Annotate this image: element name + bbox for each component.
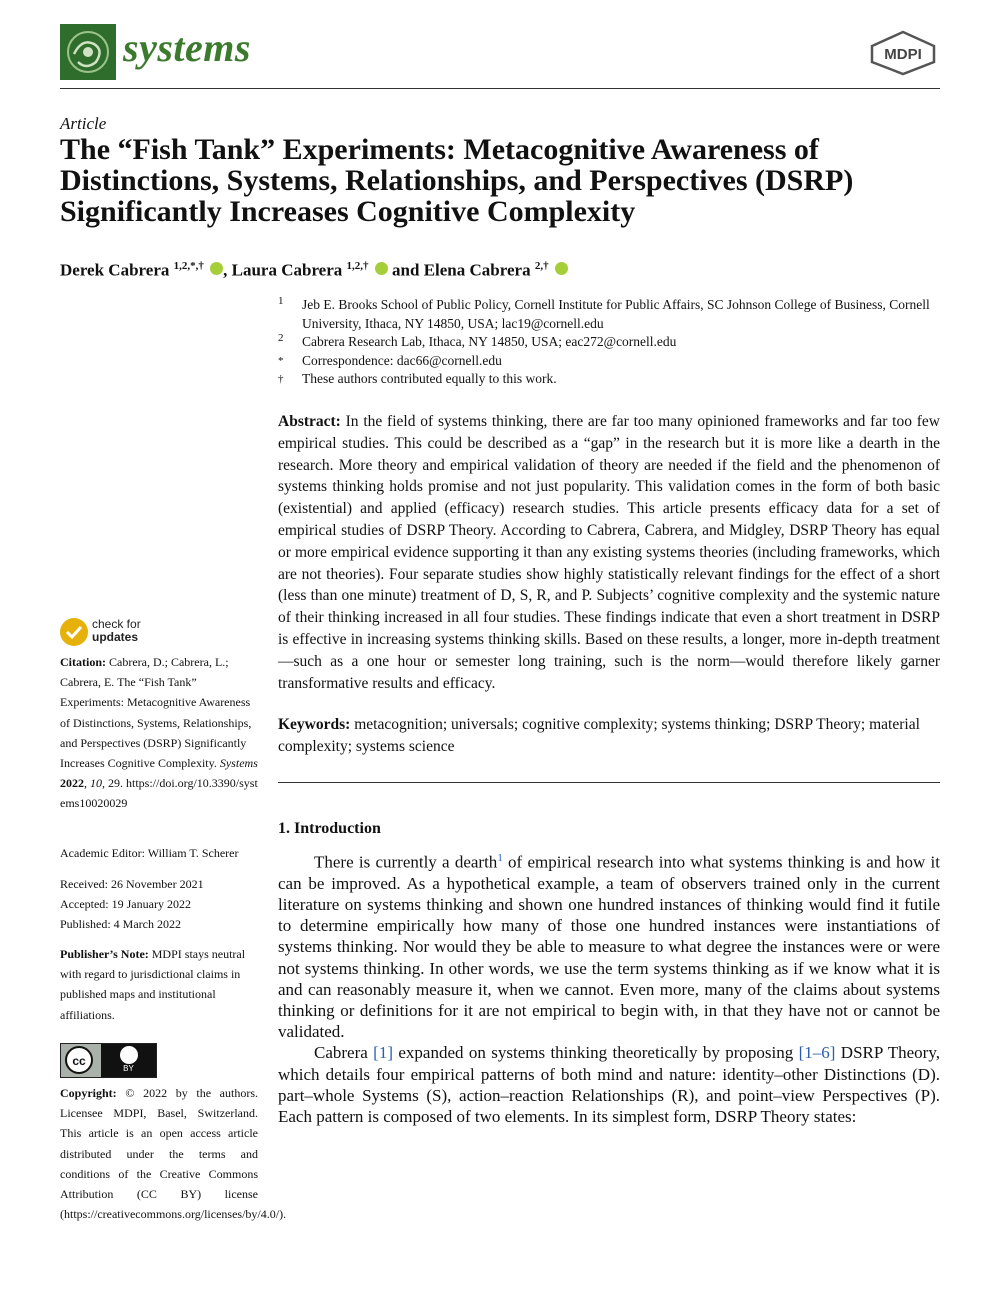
introduction-body [278, 848, 940, 1127]
section-heading: 1. Introduction [278, 820, 381, 837]
copyright-text: © 2022 by the authors. Licensee MDPI, Basel, Switzerland. This article is an open access article distributed under the terms and conditions of the Creative Commons Attribution (CC BY) license (https://creativecommons.org/licenses/by/4.0/). [60, 1086, 287, 1222]
citation-volume: 10 [90, 776, 102, 791]
publisher-note [60, 944, 258, 1025]
person-icon [120, 1046, 138, 1064]
author-affil-marks: 2,† [534, 260, 549, 272]
journal-logo [60, 24, 116, 80]
affiliation-text: These authors contributed equally to this work. [302, 371, 557, 386]
header-divider [60, 88, 940, 89]
accepted-date: Accepted: 19 January 2022 [60, 897, 191, 912]
affiliation-marker: * [278, 354, 284, 367]
affiliation-item [278, 370, 948, 389]
journal-logo-icon [60, 24, 116, 80]
received-date: Received: 26 November 2021 [60, 877, 204, 891]
affiliation-text: Cabrera Research Lab, Ithaca, NY 14850, USA; eac272@cornell.edu [302, 334, 677, 349]
paragraph-text: of empirical research into what systems thinking is and how it can be improved. As a hypothetical example, a team of observers trained only in the current literature on systems thinking and shown one hundred instances of thinking would find it futile to determine empirically how many of those one hundred instances were instantiations of systems thinking. Nor would they be able to measure to what degree the instances were or were not systems thinking. In other words, we use the term systems thinking as if we know what it is and can reasonably measure it, when we cannot. Even more, many of the claims about systems thinking or definitions for it are not empirical to begin with, in that they have not or cannot be validated. [278, 852, 941, 1042]
author-name: Laura Cabrera [231, 260, 343, 280]
article-type: Article [60, 114, 107, 133]
orcid-icon[interactable] [555, 262, 568, 275]
by-label: BY [123, 1064, 134, 1073]
citation-journal: Systems [219, 756, 258, 771]
author-affil-marks: 1,2,*,† [173, 260, 204, 272]
abstract-text: In the field of systems thinking, there are far too many opinioned frameworks and far too few empirical studies. This could be described as a “gap” in the research but it is more like a dearth in the research. More theory and empirical validation of theory are needed if the field and the phenomenon of systems thinking holds promise and not just popularity. This validation comes in the form of both basic (existential) and applied (efficacy) research studies. This article presents efficacy data for a set of empirical studies of DSRP Theory. According to Cabrera, Cabrera, and Midgley, DSRP Theory has equal or more empirical evidence supporting it than any existing systems theories (including frameworks, which are not theories). Four separate studies show highly statistically relevant findings for the effect of a short (less than one minute) treatment of D, S, R, and P. Subjects’ cognitive complexity and the systemic nature of their thinking increased in all four studies. These findings indicate that even a short treatment in DSRP is effective in increasing systems thinking skills. Based on these results, a longer, more in-depth treatment—such as a one hour or semester long training, such is the norm—would therefore likely garner transformative results and efficacy. [278, 413, 940, 692]
author-list [60, 260, 568, 281]
cc-icon: cc [65, 1046, 93, 1074]
author-name: Elena Cabrera [423, 260, 531, 280]
academic-editor: Academic Editor: William T. Scherer [60, 846, 239, 860]
citation-label: Citation: [60, 655, 106, 669]
publisher-logo [868, 30, 938, 76]
paragraph-text: There is currently a dearth [314, 852, 498, 872]
keywords-label: Keywords: [278, 716, 351, 733]
paragraph-text: Cabrera [314, 1043, 374, 1063]
affiliations [278, 296, 948, 389]
citation-year: 2022 [60, 776, 84, 791]
paragraph-text: DSRP Theory, which details four empirical patterns of both mind and nature: identity–other Distinctions (D). part–whole Systems (S), action–reaction Relationships (R), and point–view Perspectives (P). Each pattern is composed of two elements. In its simplest form, DSRP Theory states: [278, 1043, 940, 1127]
publisher-note-text: MDPI stays neutral with regard to jurisdictional claims in published maps and institutional affiliations. [60, 947, 246, 1022]
paragraph [278, 848, 940, 1042]
author-affil-marks: 1,2,† [346, 260, 369, 272]
keywords [278, 714, 940, 758]
affiliation-marker: † [278, 373, 284, 385]
paragraph [278, 1042, 940, 1127]
paragraph-text: expanded on systems thinking theoretically by proposing [393, 1043, 799, 1063]
section-divider [278, 782, 940, 783]
mdpi-logo-icon [868, 30, 938, 76]
citation-text: Cabrera, D.; Cabrera, L.; Cabrera, E. The “Fish Tank” Experiments: Metacognitive Awareness of Distinctions, Systems, Relationships, and Perspectives (DSRP) Significantly Increases Cognitive Complexity. [60, 655, 252, 771]
orcid-icon[interactable] [210, 262, 223, 275]
updates-label: updates [92, 630, 139, 644]
affiliation-item [278, 333, 948, 352]
checkmark-icon [60, 618, 88, 646]
abstract [278, 411, 940, 694]
author-separator: , [223, 260, 232, 280]
affiliation-item [278, 352, 948, 371]
by-icon [101, 1044, 156, 1077]
article-title: The “Fish Tank” Experiments: Metacognitive Awareness of Distinctions, Systems, Relationships, and Perspectives (DSRP) Significantly Increases Cognitive Complexity [60, 133, 854, 228]
citation-doi-link[interactable]: https://doi.org/10.3390/systems10020029 [60, 776, 258, 811]
publisher-name: MDPI [884, 46, 922, 63]
citation-block: Citation: Cabrera, D.; Cabrera, L.; Cabrera, E. The “Fish Tank” Experiments: Metacognitive Awareness of Distinctions, Systems, Relationships, and Perspectives (DSRP) Significantly Increases Cognitive Complexity. Systems 2022, 10, 29. https://doi.org/10.3390/systems10020029 [60, 655, 258, 811]
check-for-updates-icon[interactable] [60, 618, 88, 646]
orcid-icon[interactable] [375, 262, 388, 275]
publisher-note-label: Publisher’s Note: [60, 947, 149, 961]
citation-link[interactable]: [1] [373, 1043, 393, 1063]
citation-link[interactable]: [1–6] [798, 1043, 836, 1063]
check-for-updates-button[interactable] [92, 618, 141, 644]
affiliation-text: Jeb E. Brooks School of Public Policy, Cornell Institute for Public Affairs, SC Johnson College of Business, Cornell University, Ithaca, NY 14850, USA; lac19@cornell.edu [302, 297, 930, 331]
published-date: Published: 4 March 2022 [60, 917, 181, 932]
footnote-ref[interactable]: 1 [497, 852, 503, 864]
journal-name: systems [123, 25, 251, 70]
affiliation-marker: 2 [278, 332, 284, 344]
abstract-label: Abstract: [278, 413, 341, 430]
check-for-label: check for [92, 617, 141, 631]
copyright-label: Copyright: [60, 1086, 117, 1100]
citation-pages: , 29. [102, 776, 123, 791]
author-separator: and [387, 260, 424, 280]
dates-block [60, 874, 258, 935]
author-name: Derek Cabrera [60, 260, 170, 280]
affiliation-text: Correspondence: dac66@cornell.edu [302, 352, 502, 368]
affiliation-item [278, 296, 948, 333]
copyright-block [60, 1083, 287, 1224]
keywords-text: metacognition; universals; cognitive complexity; systems thinking; DSRP Theory; material complexity; systems science [278, 716, 920, 755]
affiliation-marker: 1 [278, 295, 284, 307]
cc-by-license-badge[interactable] [60, 1043, 157, 1078]
